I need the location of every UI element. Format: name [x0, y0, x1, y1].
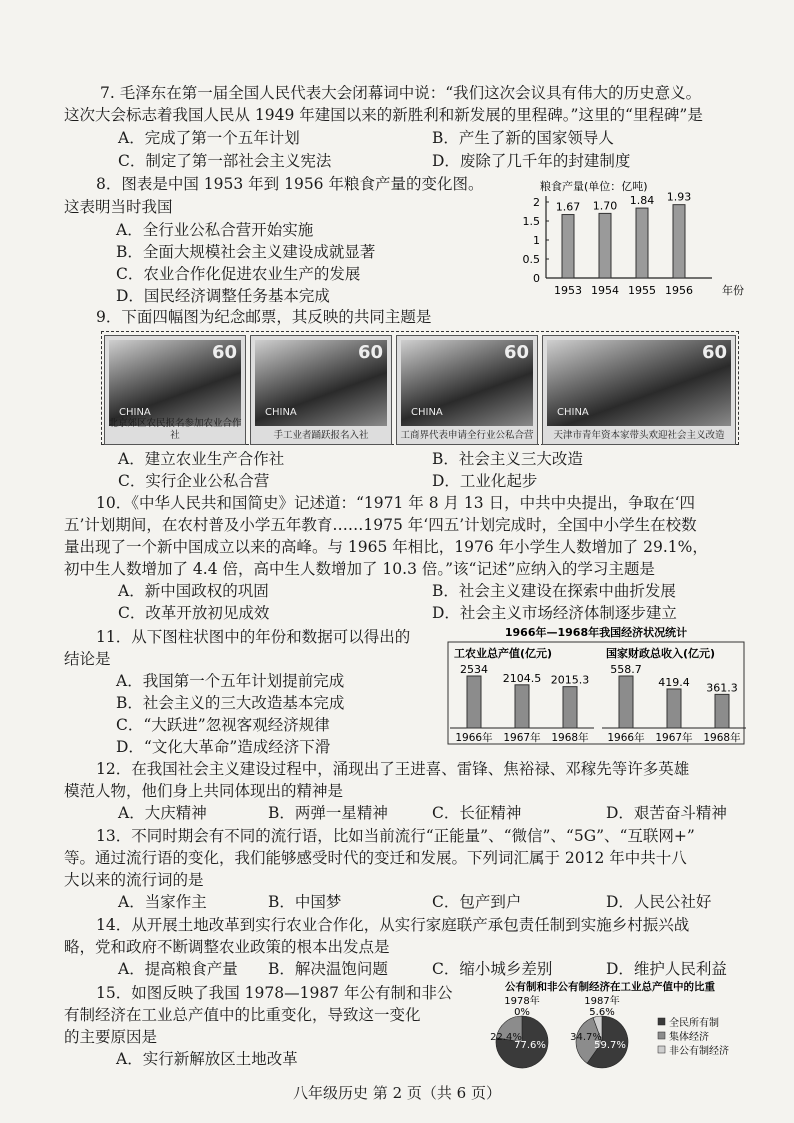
q13-stem-line2: 等。通过流行语的变化，我们能够感受时代的变迁和发展。下列词汇属于 2012 年中共十八 [64, 849, 687, 867]
q8-option-b: B．全面大规模社会主义建设成就显著 [116, 243, 376, 261]
q10-option-a: A．新中国政权的巩固 [118, 582, 269, 600]
chart3-legend-label: 集体经济 [669, 1032, 709, 1043]
q13-option-a: A．当家作主 [118, 893, 207, 911]
q15-stem-line3: 的主要原因是 [64, 1028, 158, 1046]
chart3-legend-swatch [658, 1032, 665, 1039]
chart2-group-title: 工农业总产值(亿元) [454, 647, 553, 660]
chart1-ytick: 0.5 [522, 253, 540, 266]
chart2-bar [667, 689, 681, 728]
chart1-bar [599, 213, 611, 278]
q7-stem-line2: 这次大会标志着我国人民从 1949 年建国以来的新胜利和新发展的里程碑。”这里的“里程碑”是 [64, 106, 703, 124]
page-footer: 八年级历史 第 2 页（共 6 页） [293, 1084, 501, 1102]
q14-stem-line2: 略，党和政府不断调整农业政策的根本出发点是 [64, 938, 390, 956]
q7-option-c: C．制定了第一部社会主义宪法 [118, 152, 332, 170]
q11-option-b: B．社会主义的三大改造基本完成 [116, 694, 345, 712]
chart3-label-private: 5.6% [589, 1007, 615, 1018]
stamp-4-value: 60 [701, 342, 727, 363]
q15-stem-line2: 有制经济在工业总产值中的比重变化，导致这一变化 [64, 1006, 421, 1024]
q14-option-d: D．维护人民利益 [606, 960, 727, 978]
q13-option-d: D．人民公社好 [606, 893, 712, 911]
chart2-bar [715, 694, 729, 728]
q14-option-a: A．提高粮食产量 [118, 960, 238, 978]
q9-stem: 9．下面四幅图为纪念邮票，其反映的共同主题是 [96, 308, 432, 326]
chart3-legend-label: 全民所有制 [669, 1018, 719, 1029]
chart1-ylabel: 粮食产量(单位：亿吨) [540, 180, 648, 193]
grain-output-chart [500, 178, 750, 308]
chart3-pie-year: 1978年 [504, 996, 540, 1007]
stamp-4 [542, 335, 736, 445]
q8-option-d: D．国民经济调整任务基本完成 [116, 287, 330, 305]
chart1-bar [636, 208, 648, 278]
chart3-label-state: 77.6% [514, 1040, 546, 1051]
chart1-bar-label: 1.67 [555, 200, 581, 214]
q11-stem-line1: 11．从下图柱状图中的年份和数据可以得出的 [96, 628, 411, 646]
stamp-4-caption: 天津市青年资本家带头欢迎社会主义改造 [553, 430, 725, 441]
q10-option-c: C．改革开放初见成效 [118, 604, 270, 622]
chart3-label-private: 0% [514, 1007, 530, 1018]
chart3-pie-year: 1987年 [584, 996, 620, 1007]
chart2-bar-label: 419.4 [658, 675, 690, 689]
chart2-bar-label: 2104.5 [502, 671, 542, 685]
stamp-1 [104, 335, 246, 445]
chart2-title: 1966年—1968年我国经济状况统计 [504, 626, 688, 639]
q12-option-d: D．艰苦奋斗精神 [606, 804, 727, 822]
chart3-label-state: 59.7% [594, 1040, 626, 1051]
q13-option-b: B．中国梦 [268, 893, 342, 911]
chart2-bar-label: 558.7 [610, 663, 642, 676]
stamp-3-country: CHINA [411, 407, 443, 418]
q13-option-c: C．包产到户 [432, 893, 522, 911]
q11-option-a: A．我国第一个五年计划提前完成 [116, 672, 345, 690]
stamp-3-value: 60 [503, 342, 529, 363]
chart2-group-title: 国家财政总收入(亿元) [606, 647, 716, 660]
q12-option-c: C．长征精神 [432, 804, 522, 822]
stamp-2-caption: 手工业者踊跃报名入社 [273, 430, 369, 441]
chart3-legend-label: 非公有制经济 [669, 1046, 729, 1057]
chart1-ytick: 2 [533, 196, 540, 209]
q8-stem-line1: 8．图表是中国 1953 年到 1956 年粮食产量的变化图。 [96, 175, 484, 193]
chart1-bar-label: 1.93 [666, 190, 692, 204]
q10-option-b: B．社会主义建设在探索中曲折发展 [432, 582, 676, 600]
chart2-xtick: 1967年 [655, 732, 693, 744]
stamp-2 [250, 335, 392, 445]
q14-option-c: C．缩小城乡差别 [432, 960, 553, 978]
chart1-bar-label: 1.84 [629, 194, 655, 208]
q15-stem-line1: 15．如图反映了我国 1978—1987 年公有制和非公 [96, 984, 453, 1002]
chart1-xtick: 1954 [591, 284, 619, 297]
q9-option-a: A．建立农业生产合作社 [118, 450, 285, 468]
chart2-xtick: 1968年 [703, 732, 741, 744]
chart2-xtick: 1966年 [455, 732, 493, 744]
q13-stem-line3: 大以来的流行词的是 [64, 871, 204, 889]
economy-1966-1968-chart [446, 624, 746, 746]
chart1-xtick: 1955 [628, 284, 656, 297]
chart3-legend-swatch [658, 1046, 665, 1053]
chart3-label-collective: 34.7% [570, 1032, 602, 1043]
q9-option-b: B．社会主义三大改造 [432, 450, 583, 468]
q8-option-a: A．全行业公私合营开始实施 [116, 221, 314, 239]
q8-option-c: C．农业合作化促进农业生产的发展 [116, 265, 361, 283]
q14-stem-line1: 14．从开展土地改革到实行农业合作化，从实行家庭联产承包责任制到实施乡村振兴战 [96, 916, 690, 934]
chart2-bar [619, 676, 633, 728]
chart3-title: 公有制和非公有制经济在工业总产值中的比重 [505, 981, 715, 993]
q9-option-d: D．工业化起步 [432, 472, 538, 490]
chart1-xtick: 1956 [665, 284, 693, 297]
q9-option-c: C．实行企业公私合营 [118, 472, 270, 490]
chart3-legend-swatch [658, 1018, 665, 1025]
stamp-1-caption: 北京郊区农民报名参加农业合作社 [108, 418, 242, 441]
q7-option-b: B．产生了新的国家领导人 [432, 129, 614, 147]
chart2-xtick: 1967年 [503, 732, 541, 744]
q12-stem-line1: 12．在我国社会主义建设过程中，涌现出了王进喜、雷锋、焦裕禄、邓稼先等许多英雄 [96, 760, 690, 778]
q11-option-c: C．“大跃进”忽视客观经济规律 [116, 716, 330, 734]
chart1-xlabel: 年份 [722, 284, 744, 297]
q10-stem-line2: 五’计划期间，在农村普及小学五年教育……1975 年‘四五’计划完成时，全国中小学生在校数 [64, 516, 697, 534]
stamp-2-value: 60 [357, 342, 383, 363]
q14-option-b: B．解决温饱问题 [268, 960, 388, 978]
chart2-bar [467, 676, 481, 728]
chart2-bar [563, 687, 577, 728]
chart3-label-collective: 22.4% [490, 1032, 522, 1043]
chart2-bar [515, 685, 529, 728]
chart1-bar-label: 1.70 [592, 199, 618, 213]
q12-option-a: A．大庆精神 [118, 804, 207, 822]
q10-stem-line3: 量出现了一个新中国成立以来的高峰。与 1965 年相比，1976 年小学生人数增加了 29.1%， [64, 538, 708, 556]
stamp-2-country: CHINA [265, 407, 297, 418]
ownership-pie-charts [476, 980, 746, 1076]
chart2-xtick: 1968年 [551, 732, 589, 744]
stamp-4-country: CHINA [557, 407, 589, 418]
stamp-3-caption: 工商界代表申请全行业公私合营 [400, 430, 534, 441]
q12-option-b: B．两弹一星精神 [268, 804, 388, 822]
chart1-bar [562, 215, 574, 278]
chart2-bar-label: 361.3 [706, 681, 738, 695]
q7-option-a: A．完成了第一个五年计划 [118, 129, 300, 147]
chart1-bar [673, 205, 685, 278]
chart1-ytick: 1.5 [522, 215, 540, 228]
chart2-bar-label: 2015.3 [550, 673, 590, 687]
chart1-xtick: 1953 [554, 284, 582, 297]
q13-stem-line1: 13．不同时期会有不同的流行语，比如当前流行“正能量”、“微信”、“5G”、“互联网+” [96, 827, 695, 845]
q7-option-d: D．废除了几千年的封建制度 [432, 152, 631, 170]
q8-stem-line2: 这表明当时我国 [64, 198, 173, 216]
stamp-1-value: 60 [211, 342, 237, 363]
q10-option-d: D．社会主义市场经济体制逐步建立 [432, 604, 677, 622]
chart1-ytick: 1 [533, 234, 540, 247]
q11-option-d: D．“文化大革命”造成经济下滑 [116, 738, 331, 756]
stamp-3 [396, 335, 538, 445]
chart2-xtick: 1966年 [607, 732, 645, 744]
q7-stem-line1: 7. 毛泽东在第一届全国人民代表大会闭幕词中说：“我们这次会议具有伟大的历史意义。 [100, 84, 702, 102]
chart1-ytick: 0 [533, 272, 540, 285]
q12-stem-line2: 模范人物，他们身上共同体现出的精神是 [64, 782, 344, 800]
q11-stem-line2: 结论是 [64, 650, 111, 668]
q15-option-a: A．实行新解放区土地改革 [116, 1050, 298, 1068]
chart2-bar-label: 2534 [460, 663, 488, 676]
q10-stem-line1: 10．《中华人民共和国简史》记述道：“1971 年 8 月 13 日，中共中央提出，争取在‘四 [96, 494, 695, 512]
stamp-1-country: CHINA [119, 407, 151, 418]
q10-stem-line4: 初中生人数增加了 4.4 倍，高中生人数增加了 10.3 倍。”该“记述”应纳入的学习主题是 [64, 560, 655, 578]
